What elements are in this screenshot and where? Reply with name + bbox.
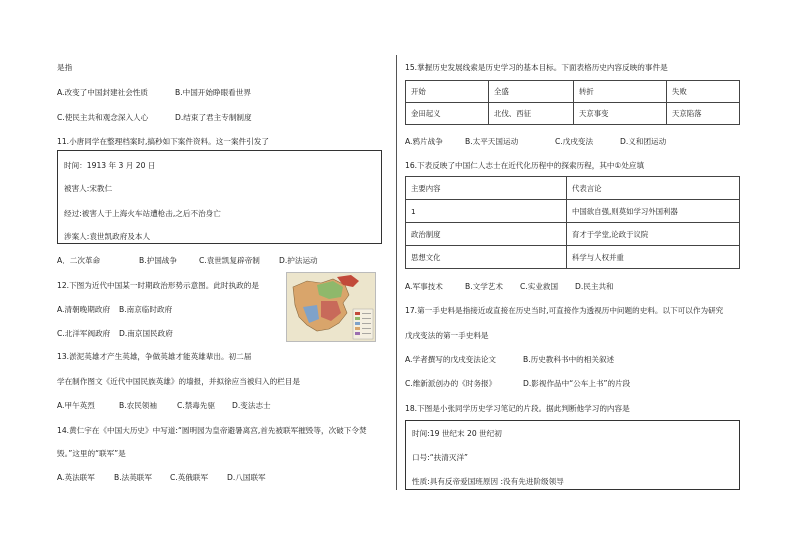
q14-stem-line2: 毁。”这里的“联军”是 — [57, 449, 126, 458]
option-c: C.使民主共和观念深入人心 — [57, 113, 149, 122]
table-row — [406, 177, 740, 200]
q12-option-c: C.北洋军阀政府 — [57, 329, 111, 338]
q16-option-c: C.实业救国 — [520, 282, 559, 291]
note-nature: 性质:具有反帝爱国班原因 :没有先进阶级领导 — [412, 477, 564, 486]
question-continuation: 是指 — [57, 63, 73, 72]
q15-option-c: C.戊戌变法 — [555, 137, 594, 146]
q17-option-c: C.维新派创办的《时务报》 — [405, 379, 497, 388]
q16-stem: 16.下表反映了中国仁人志士在近代化历程中的探索历程，其中①处应填 — [405, 161, 645, 170]
q12-stem: 12.下图为近代中国某一时期政治形势示意图。此时执政的是 — [57, 281, 259, 290]
table-row — [406, 200, 740, 223]
map-illustration — [287, 273, 375, 341]
q16-option-a: A.军事技术 — [405, 282, 443, 291]
q13-stem-line1: 13.淤泥英雄才产生英雄，争做英雄才能英雄辈出。初二届 — [57, 352, 252, 361]
q13-option-a: A.甲午英烈 — [57, 401, 95, 410]
option-b: B.中国开始睁眼看世界 — [175, 88, 251, 97]
q13-option-c: C.禁毒先驱 — [177, 401, 216, 410]
q15-option-d: D.义和团运动 — [620, 137, 667, 146]
q17-stem-line2: 戊戌变法的第一手史料是 — [405, 331, 489, 340]
option-a: A.改变了中国封建社会性质 — [57, 88, 149, 97]
q15-option-a: A.鸦片战争 — [405, 137, 443, 146]
table-row — [406, 223, 740, 246]
q17-option-a: A.学者撰写的戊戌变法论文 — [405, 355, 497, 364]
table-cell: 政治制度 — [406, 223, 567, 246]
q16-exploration-table — [405, 176, 740, 269]
column-divider — [396, 55, 397, 490]
q18-stem: 18.下图是小张同学历史学习笔记的片段。据此判断他学习的内容是 — [405, 404, 630, 413]
q13-option-b: B.农民领袖 — [119, 401, 157, 410]
q18-notes-box — [405, 420, 740, 490]
q11-option-d: D.护法运动 — [279, 256, 318, 265]
table-cell: 中国欲自强,则莫如学习外国利器 — [567, 200, 740, 223]
table-cell: 全盛 — [489, 81, 574, 103]
q15-timeline-table — [405, 80, 740, 125]
q17-stem-line1: 17.第一手史料是指接近或直接在历史当时,可直接作为透视历中问题的史料。以下可以作为研究 — [405, 306, 724, 315]
table-cell: 科学与人权并重 — [567, 246, 740, 269]
table-cell: 天京陷落 — [667, 103, 740, 125]
q13-stem-line2: 学在制作图文《近代中国民族英雄》的墙报，并拟徐应当被归入的栏目是 — [57, 377, 300, 386]
q12-option-d: D.南京国民政府 — [119, 329, 173, 338]
q11-stem: 11.小唐同学在整理档案时,搞秒如下案件资料。这一案件引发了 — [57, 137, 269, 146]
case-suspect: 涉案人:袁世凯政府及本人 — [64, 232, 151, 241]
q11-option-a: A．二次革命 — [57, 256, 101, 265]
q12-option-a: A.清朝晚期政府 — [57, 305, 111, 314]
table-cell: 1 — [406, 200, 567, 223]
note-time: 时间:19 世纪末 20 世纪初 — [412, 429, 502, 438]
q11-option-c: C.袁世凯复辟帝制 — [199, 256, 260, 265]
political-situation-map-image — [286, 272, 376, 342]
table-cell: 育才于学堂,论政于议院 — [567, 223, 740, 246]
q14-option-b: B.法英联军 — [114, 473, 152, 482]
q13-option-d: D.变法志士 — [232, 401, 271, 410]
q12-option-b: B.南京临时政府 — [119, 305, 173, 314]
note-slogan: 口号:“扶清灭洋” — [412, 453, 468, 462]
table-cell: 主要内容 — [406, 177, 567, 200]
q16-option-d: D.民主共和 — [575, 282, 614, 291]
case-time: 时间：1913 年 3 月 20 日 — [64, 161, 156, 170]
table-row — [406, 81, 740, 103]
table-cell: 金田起义 — [406, 103, 489, 125]
option-d: D.结束了君主专制制度 — [175, 113, 252, 122]
q16-option-b: B.文学艺术 — [465, 282, 503, 291]
case-process: 经过:被害人于上海火车站遭枪击,之后不治身亡 — [64, 209, 221, 218]
table-cell: 思想文化 — [406, 246, 567, 269]
table-cell: 开始 — [406, 81, 489, 103]
q11-option-b: B.护国战争 — [139, 256, 177, 265]
table-row — [406, 246, 740, 269]
table-cell: 失败 — [667, 81, 740, 103]
q14-option-d: D.八国联军 — [227, 473, 266, 482]
table-cell: 天京事变 — [574, 103, 667, 125]
q17-option-d: D.影视作品中“公车上书”的片段 — [523, 379, 631, 388]
q15-stem: 15.掌握历史发展线索是历史学习的基本目标。下面表格历史内容反映的事件是 — [405, 63, 668, 72]
q15-option-b: B.太平天国运动 — [465, 137, 519, 146]
table-row — [406, 103, 740, 125]
q17-option-b: B.历史教科书中的相关叙述 — [523, 355, 615, 364]
table-cell: 北伐、西征 — [489, 103, 574, 125]
q11-case-box — [57, 150, 382, 244]
q14-option-a: A.英法联军 — [57, 473, 95, 482]
table-cell: 转折 — [574, 81, 667, 103]
q14-stem-line1: 14.黄仁宇在《中国大历史》中写道:“圆明园为皇帝避暑离宫,首先被联军摧毁等，次破下令焚 — [57, 426, 367, 435]
table-cell: 代表言论 — [567, 177, 740, 200]
q14-option-c: C.英俄联军 — [170, 473, 209, 482]
case-victim: 被害人:宋教仁 — [64, 184, 113, 193]
